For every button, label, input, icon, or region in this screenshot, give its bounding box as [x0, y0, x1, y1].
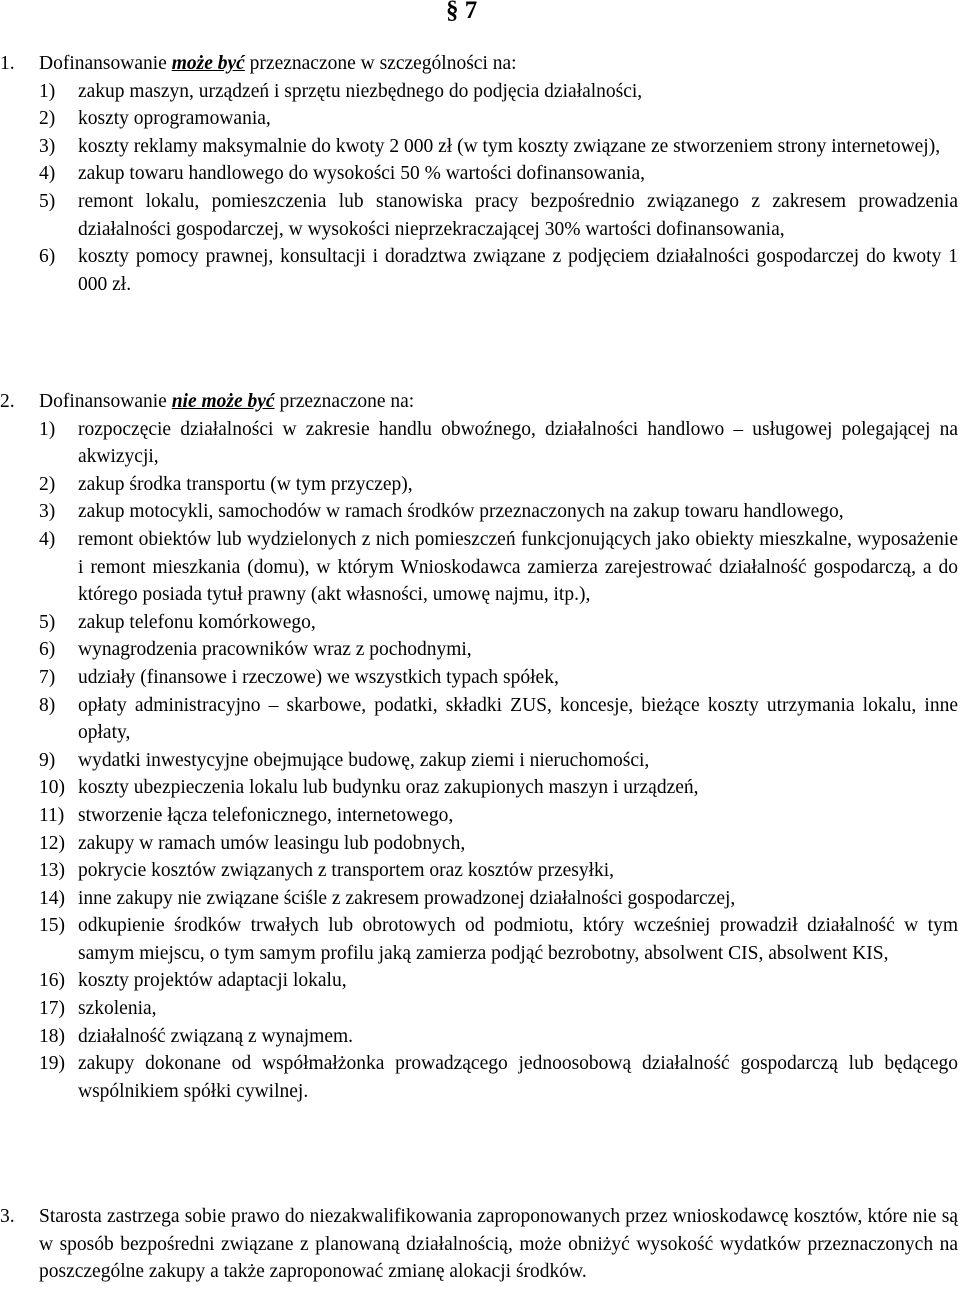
list-item	[0, 912, 958, 967]
item-number: 19)	[39, 1053, 65, 1075]
paragraph-2	[0, 388, 958, 1105]
item-number: 10)	[39, 777, 65, 799]
item-list	[0, 78, 958, 299]
keyword-emphasis: nie może być	[171, 391, 275, 412]
item-number: 9)	[39, 749, 56, 771]
item-number: 4)	[39, 163, 56, 185]
item-number: 8)	[39, 694, 56, 716]
paragraph-number: 3.	[0, 1206, 15, 1227]
item-number: 1)	[39, 80, 56, 102]
item-number: 3)	[39, 135, 56, 157]
item-number: 6)	[39, 246, 56, 268]
item-text: zakup środka transportu (w tym przyczep),	[78, 473, 413, 495]
item-text: wynagrodzenia pracowników wraz z pochodnymi,	[78, 639, 472, 661]
list-item	[0, 1050, 958, 1105]
list-item	[0, 664, 958, 692]
item-text: udziały (finansowe i rzeczowe) we wszystkich typach spółek,	[78, 666, 559, 688]
list-item	[0, 471, 958, 499]
item-text: remont lokalu, pomieszczenia lub stanowiska pracy bezpośrednio związanego z zakresem prowadzenia działalności gospodarczej, w wysokości nieprzekraczającej 30% wartości dofinansowania,	[78, 190, 958, 240]
list-item	[0, 857, 958, 885]
list-item	[0, 802, 958, 830]
item-text: koszty oprogramowania,	[78, 108, 271, 130]
paragraph-1	[0, 50, 958, 298]
list-item	[0, 243, 958, 298]
list-item	[0, 526, 958, 609]
item-number: 2)	[39, 108, 56, 130]
item-number: 3)	[39, 501, 56, 523]
list-item	[0, 636, 958, 664]
list-item	[0, 498, 958, 526]
item-number: 2)	[39, 473, 56, 495]
item-number: 13)	[39, 860, 65, 882]
list-item	[0, 160, 958, 188]
list-item	[0, 78, 958, 106]
item-number: 1)	[39, 418, 56, 440]
keyword-emphasis: może być	[171, 53, 245, 74]
item-number: 17)	[39, 998, 65, 1020]
paragraph-text: Starosta zastrzega sobie prawo do niezakwalifikowania zaproponowanych przez wnioskodawcę kosztów, które nie są w sposób bezpośredni związane z planowaną działalnością, może obniżyć wysokość wydatków przeznaczonych na poszczególne zakupy a także zaproponować zmianę alokacji środków.	[39, 1206, 958, 1283]
item-text: remont obiektów lub wydzielonych z nich pomieszczeń funkcjonujących jako obiekty mieszkalne, wyposażenie i remont mieszkania (domu), w którym Wnioskodawca zamierza zarejestrować działalność gospodarczą, a do którego posiada tytuł prawny (akt własności, umowę najmu, itp.),	[78, 528, 958, 606]
lead-text: Dofinansowanie	[39, 53, 172, 74]
list-item	[0, 416, 958, 471]
lead-text: Dofinansowanie	[39, 391, 172, 412]
list-item	[0, 188, 958, 243]
item-number: 14)	[39, 887, 65, 909]
list-item	[0, 885, 958, 913]
paragraph-lead	[0, 388, 958, 416]
list-item	[0, 774, 958, 802]
item-number: 16)	[39, 970, 65, 992]
item-number: 4)	[39, 528, 56, 550]
paragraph-3	[0, 1203, 958, 1286]
item-text: koszty ubezpieczenia lokalu lub budynku oraz zakupionych maszyn i urządzeń,	[78, 777, 699, 799]
item-number: 7)	[39, 666, 56, 688]
item-text: koszty projektów adaptacji lokalu,	[78, 970, 347, 992]
item-text: zakup maszyn, urządzeń i sprzętu niezbędnego do podjęcia działalności,	[78, 80, 643, 102]
item-text: zakupy w ramach umów leasingu lub podobnych,	[78, 832, 466, 854]
list-item	[0, 967, 958, 995]
item-text: zakup telefonu komórkowego,	[78, 611, 316, 633]
paragraph-body	[0, 1203, 958, 1286]
paragraph-number: 1.	[0, 53, 15, 74]
item-number: 12)	[39, 832, 65, 854]
paragraph-lead	[0, 50, 958, 78]
item-text: koszty pomocy prawnej, konsultacji i doradztwa związane z podjęciem działalności gospodarczej do kwoty 1 000 zł.	[78, 246, 958, 295]
list-item	[0, 609, 958, 637]
lead-text-end: przeznaczone na:	[274, 391, 415, 412]
item-text: pokrycie kosztów związanych z transportem oraz kosztów przesyłki,	[78, 860, 615, 882]
item-text: szkolenia,	[78, 998, 157, 1020]
lead-text-end: przeznaczone w szczególności na:	[244, 53, 517, 74]
item-text: inne zakupy nie związane ściśle z zakresem prowadzonej działalności gospodarczej,	[78, 887, 736, 909]
item-number: 11)	[39, 804, 65, 826]
item-number: 15)	[39, 915, 65, 937]
list-item	[0, 692, 958, 747]
item-number: 6)	[39, 639, 56, 661]
item-number: 5)	[39, 190, 56, 212]
item-text: wydatki inwestycyjne obejmujące budowę, zakup ziemi i nieruchomości,	[78, 749, 650, 771]
paragraph-number: 2.	[0, 391, 15, 412]
item-text: zakup motocykli, samochodów w ramach środków przeznaczonych na zakup towaru handlowego,	[78, 501, 844, 523]
item-text: opłaty administracyjno – skarbowe, podatki, składki ZUS, koncesje, bieżące koszty utrzymania lokalu, inne opłaty,	[78, 694, 958, 744]
item-number: 18)	[39, 1025, 65, 1047]
list-item	[0, 747, 958, 775]
section-mark: § 7	[446, 0, 478, 24]
item-text: zakup towaru handlowego do wysokości 50 % wartości dofinansowania,	[78, 163, 645, 185]
item-list	[0, 416, 958, 1106]
item-text: rozpoczęcie działalności w zakresie handlu obwoźnego, działalności handlowo – usługowej polegającej na akwizycji,	[78, 418, 958, 468]
item-text: odkupienie środków trwałych lub obrotowych od podmiotu, który wcześniej prowadził działalność w tym samym miejscu, o tym samym profilu jaką zamierza podjąć bezrobotny, absolwent CIS, absolwent KIS,	[78, 915, 958, 964]
list-item	[0, 1023, 958, 1051]
list-item	[0, 105, 958, 133]
list-item	[0, 995, 958, 1023]
item-number: 5)	[39, 611, 56, 633]
list-item	[0, 830, 958, 858]
item-text: zakupy dokonane od współmałżonka prowadzącego jednoosobową działalność gospodarczą lub będącego wspólnikiem spółki cywilnej.	[78, 1053, 958, 1102]
item-text: działalność związaną z wynajmem.	[78, 1025, 354, 1047]
item-text: koszty reklamy maksymalnie do kwoty 2 000 zł (w tym koszty związane ze stworzeniem strony internetowej),	[78, 135, 941, 157]
list-item	[0, 133, 958, 161]
item-text: stworzenie łącza telefonicznego, internetowego,	[78, 804, 454, 826]
